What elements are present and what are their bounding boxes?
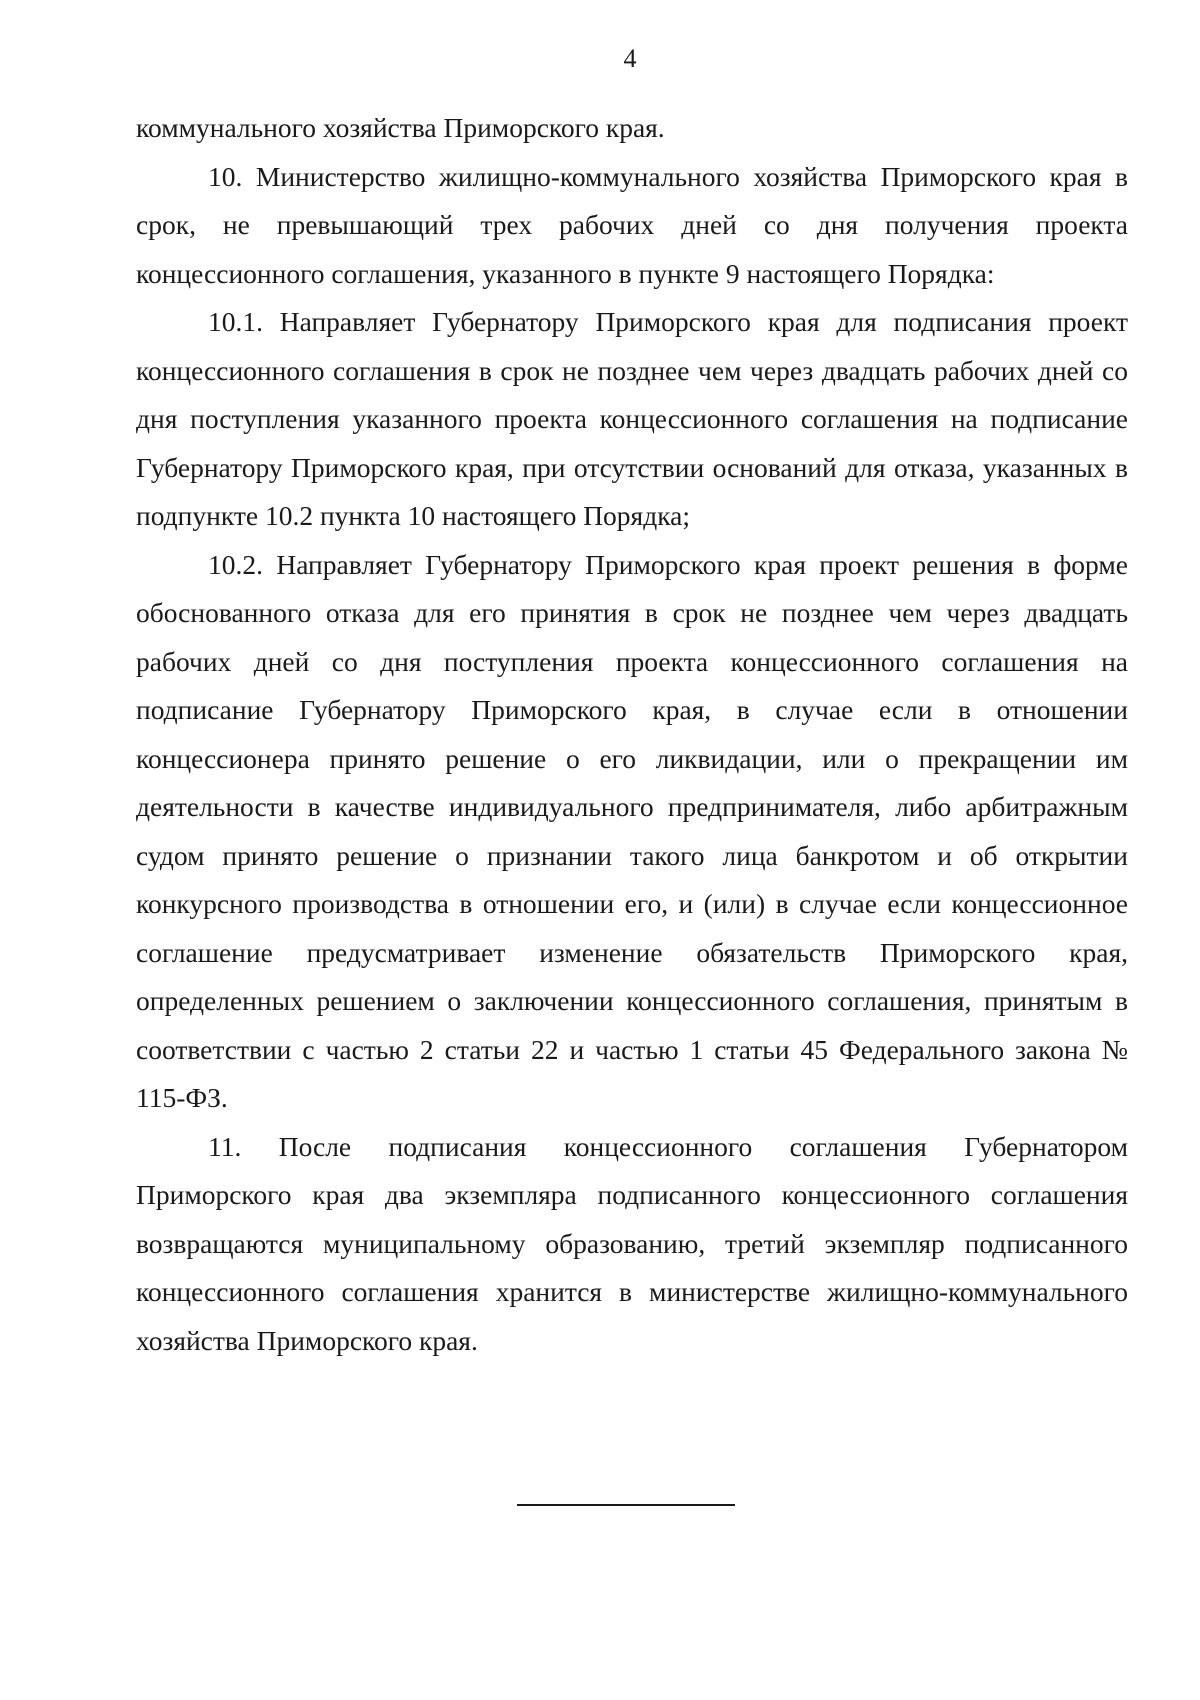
page-number: 4 (623, 44, 637, 73)
paragraph-item-11: 11. После подписания концессионного соглашения Губернатором Приморского края два экземпляра подписанного концессионного соглашения возвращаются муниципальному образованию, третий экземпляр подписанного концессионного соглашения хранится в министерстве жилищно-коммунального хозяйства Приморского края. (136, 1130, 1128, 1356)
end-of-document-rule (517, 1504, 735, 1506)
paragraph-continuation: коммунального хозяйства Приморского края. (136, 112, 665, 143)
document-body (136, 104, 1128, 1365)
paragraph-item-10-1: 10.1. Направляет Губернатору Приморского края для подписания проект концессионного соглашения в срок не позднее чем через двадцать рабочих дней со дня поступления указанного проекта концессионного соглашения на подписание Губернатору Приморского края, при отсутствии оснований для отказа, указанных в подпункте 10.2 пункта 10 настоящего Порядка; (136, 306, 1128, 531)
paragraph-item-10: 10. Министерство жилищно-коммунального хозяйства Приморского края в срок, не превышающий трех рабочих дней со дня получения проекта концессионного соглашения, указанного в пункте 9 настоящего Порядка: (136, 160, 1128, 289)
paragraph-item-10-2: 10.2. Направляет Губернатору Приморского края проект решения в форме обоснованного отказа для его принятия в срок не позднее чем через двадцать рабочих дней со дня поступления проекта концессионного соглашения на подписание Губернатору Приморского края, в случае если в отношении концессионера принято решение о его ликвидации, или о прекращении им деятельности в качестве индивидуального предпринимателя, либо арбитражным судом принято решение о признании такого лица банкротом и об открытии конкурсного производства в отношении его, и (или) в случае если концессионное соглашение предусматривает изменение обязательств Приморского края, определенных решением о заключении концессионного соглашения, принятым в соответствии с частью 2 статьи 22 и частью 1 статьи 45 Федерального закона № 115-ФЗ. (136, 548, 1128, 1113)
